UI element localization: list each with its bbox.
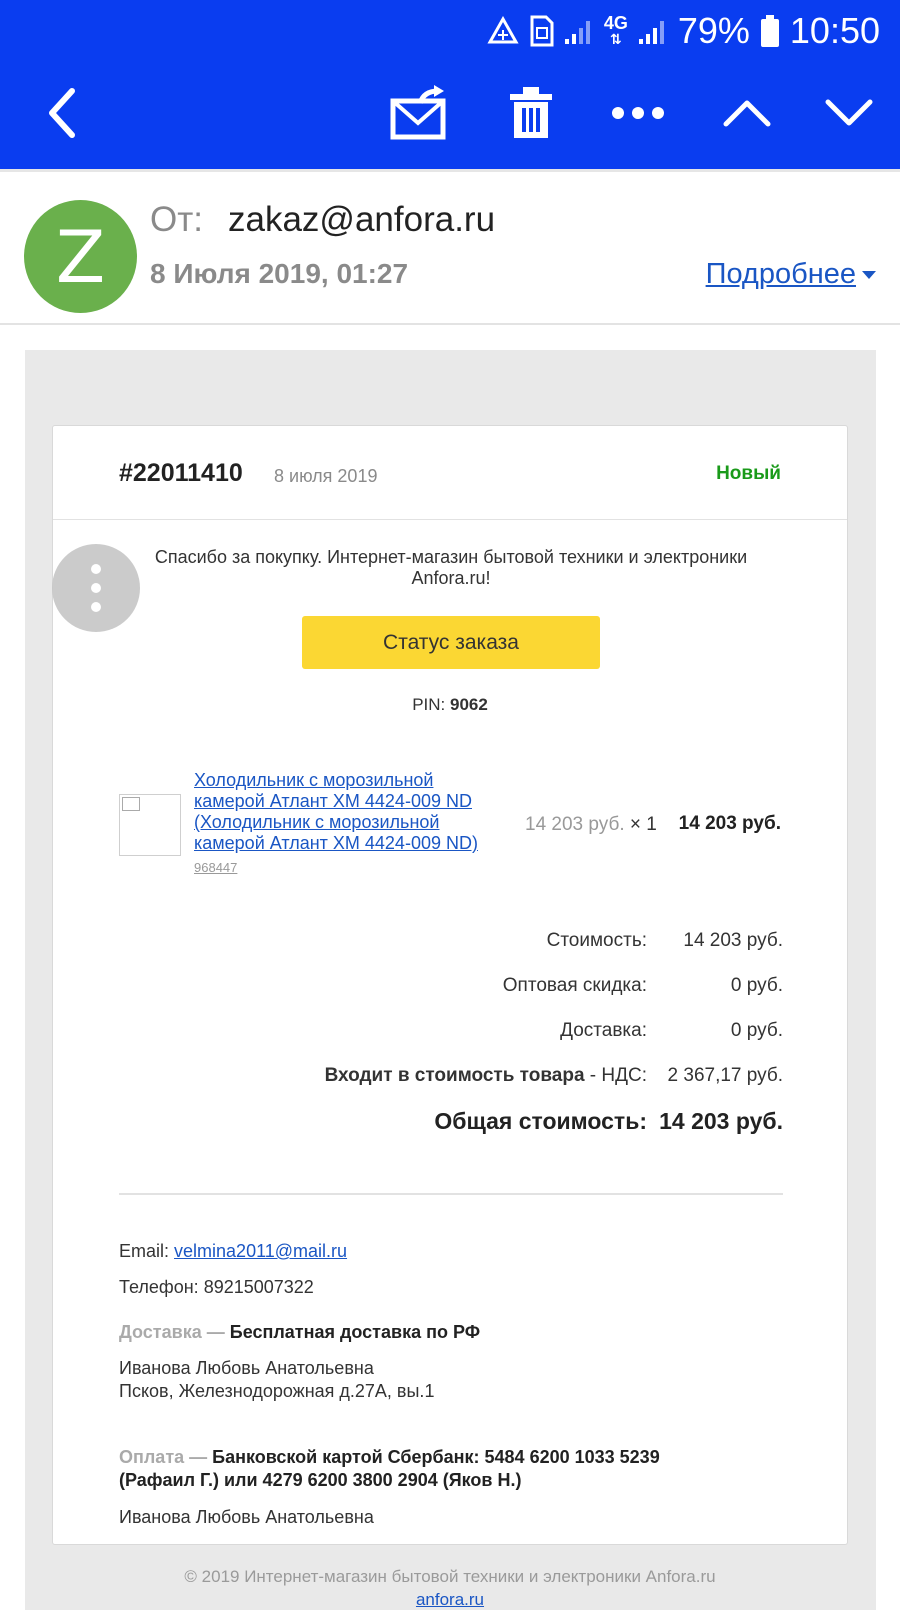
order-number: #22011410 [119, 459, 243, 487]
message-header [0, 169, 900, 325]
email-line [119, 1240, 783, 1263]
dot-icon [91, 602, 101, 612]
product-link[interactable]: Холодильник с морозильной камерой Атлант ХМ 4424-009 ND (Холодильник с морозильной камерой Атлант ХМ 4424-009 ND) [194, 770, 478, 853]
more-icon [611, 106, 665, 120]
sender-avatar[interactable]: Z [24, 200, 137, 313]
move-button[interactable] [390, 78, 450, 148]
delete-button[interactable] [506, 78, 556, 148]
pin-line [53, 695, 847, 715]
sim-card-icon [530, 15, 554, 47]
vat-label-rest: - НДС: [584, 1065, 647, 1086]
network-type [604, 15, 628, 47]
battery-percent: 79% [677, 10, 750, 51]
details-label: Подробнее [705, 258, 856, 290]
sender-address[interactable]: zakaz@anfora.ru [228, 200, 496, 239]
broken-image-icon [122, 797, 140, 811]
data-saver-icon [486, 16, 520, 46]
vat-label-bold: Входит в стоимость товара [324, 1065, 585, 1086]
network-label: 4G [603, 13, 628, 33]
back-button[interactable] [36, 78, 86, 148]
quantity: × 1 [629, 814, 657, 835]
product-image[interactable] [119, 794, 181, 856]
discount-value: 0 руб. [730, 975, 783, 996]
payment-label: Оплата — [119, 1447, 208, 1467]
unit-price: 14 203 руб. [525, 814, 625, 835]
summary-vat-row [119, 1065, 783, 1095]
delivery-cost-label: Доставка: [560, 1020, 647, 1041]
summary-total-row [119, 1108, 783, 1138]
next-icon [825, 99, 873, 127]
dot-icon [91, 583, 101, 593]
delivery-line [119, 1321, 783, 1344]
previous-button[interactable] [722, 78, 772, 148]
product-sku[interactable]: 968447 [194, 860, 238, 875]
trash-icon [508, 86, 554, 140]
product-total: 14 203 руб. [678, 813, 781, 834]
pin-value: 9062 [449, 695, 488, 714]
payment-value: Банковской картой Сбербанк: 5484 6200 1033 5239 (Рафаил Г.) или 4279 6200 3800 2904 (Яков Н.) [119, 1447, 660, 1490]
vat-value: 2 367,17 руб. [667, 1065, 783, 1086]
customer-email-link[interactable]: velmina2011@mail.ru [174, 1241, 348, 1261]
summary-cost-row [119, 930, 783, 960]
previous-icon [723, 99, 771, 127]
signal-icon [638, 17, 668, 45]
app-bar [0, 0, 900, 169]
footer-site-link[interactable]: anfora.ru [415, 1590, 485, 1609]
status-icons [486, 10, 880, 52]
message-actions-button[interactable] [52, 544, 140, 632]
email-label: Email: [119, 1241, 170, 1261]
message-date: 8 Июля 2019, 01:27 [150, 258, 409, 289]
phone-line [119, 1276, 783, 1299]
summary-delivery-row [119, 1020, 783, 1050]
dot-icon [91, 564, 101, 574]
phone-value: 89215007322 [203, 1277, 314, 1297]
total-label: Общая стоимость: [434, 1108, 647, 1134]
footer-copyright: © 2019 Интернет-магазин бытовой техники и электроники Anfora.ru [184, 1567, 716, 1586]
battery-icon [760, 14, 780, 48]
payer-name: Иванова Любовь Анатольевна [119, 1507, 374, 1527]
clock: 10:50 [789, 10, 880, 51]
discount-label: Оптовая скидка: [502, 975, 647, 996]
order-status: Новый [716, 463, 781, 484]
recipient-block [119, 1357, 783, 1403]
summary-divider [119, 1193, 783, 1195]
cost-label: Стоимость: [546, 930, 647, 951]
recipient-name: Иванова Любовь Анатольевна [119, 1358, 374, 1378]
more-button[interactable] [610, 78, 666, 148]
signal-weak-icon [564, 17, 594, 45]
transfer-arrows-icon: ⇅ [609, 31, 622, 47]
status-bar [0, 0, 900, 62]
order-card [52, 425, 848, 1545]
order-header [53, 426, 847, 520]
from-label: От: [150, 200, 203, 239]
caret-down-icon [862, 271, 876, 279]
delivery-cost-value: 0 руб. [730, 1020, 783, 1041]
next-button[interactable] [824, 78, 874, 148]
summary-discount-row [119, 975, 783, 1005]
back-arrow-icon [46, 87, 76, 139]
cost-value: 14 203 руб. [683, 930, 783, 951]
move-to-folder-icon [390, 85, 450, 141]
order-status-button[interactable]: Статус заказа [302, 616, 600, 669]
delivery-method-label: Доставка — [119, 1322, 225, 1342]
recipient-address: Псков, Железнодорожная д.27А, вы.1 [119, 1381, 435, 1401]
delivery-method-value: Бесплатная доставка по РФ [229, 1322, 481, 1342]
product-unit-price [525, 814, 657, 836]
phone-label: Телефон: [119, 1277, 199, 1297]
vat-label [325, 1065, 647, 1087]
thanks-text: Спасибо за покупку. Интернет-магазин бытовой техники и электроники Anfora.ru! [154, 547, 748, 588]
total-value: 14 203 руб. [659, 1108, 783, 1134]
payment-line [119, 1446, 719, 1492]
details-link[interactable] [706, 258, 876, 291]
pin-label: PIN: [412, 695, 446, 714]
order-date: 8 июля 2019 [274, 466, 378, 486]
